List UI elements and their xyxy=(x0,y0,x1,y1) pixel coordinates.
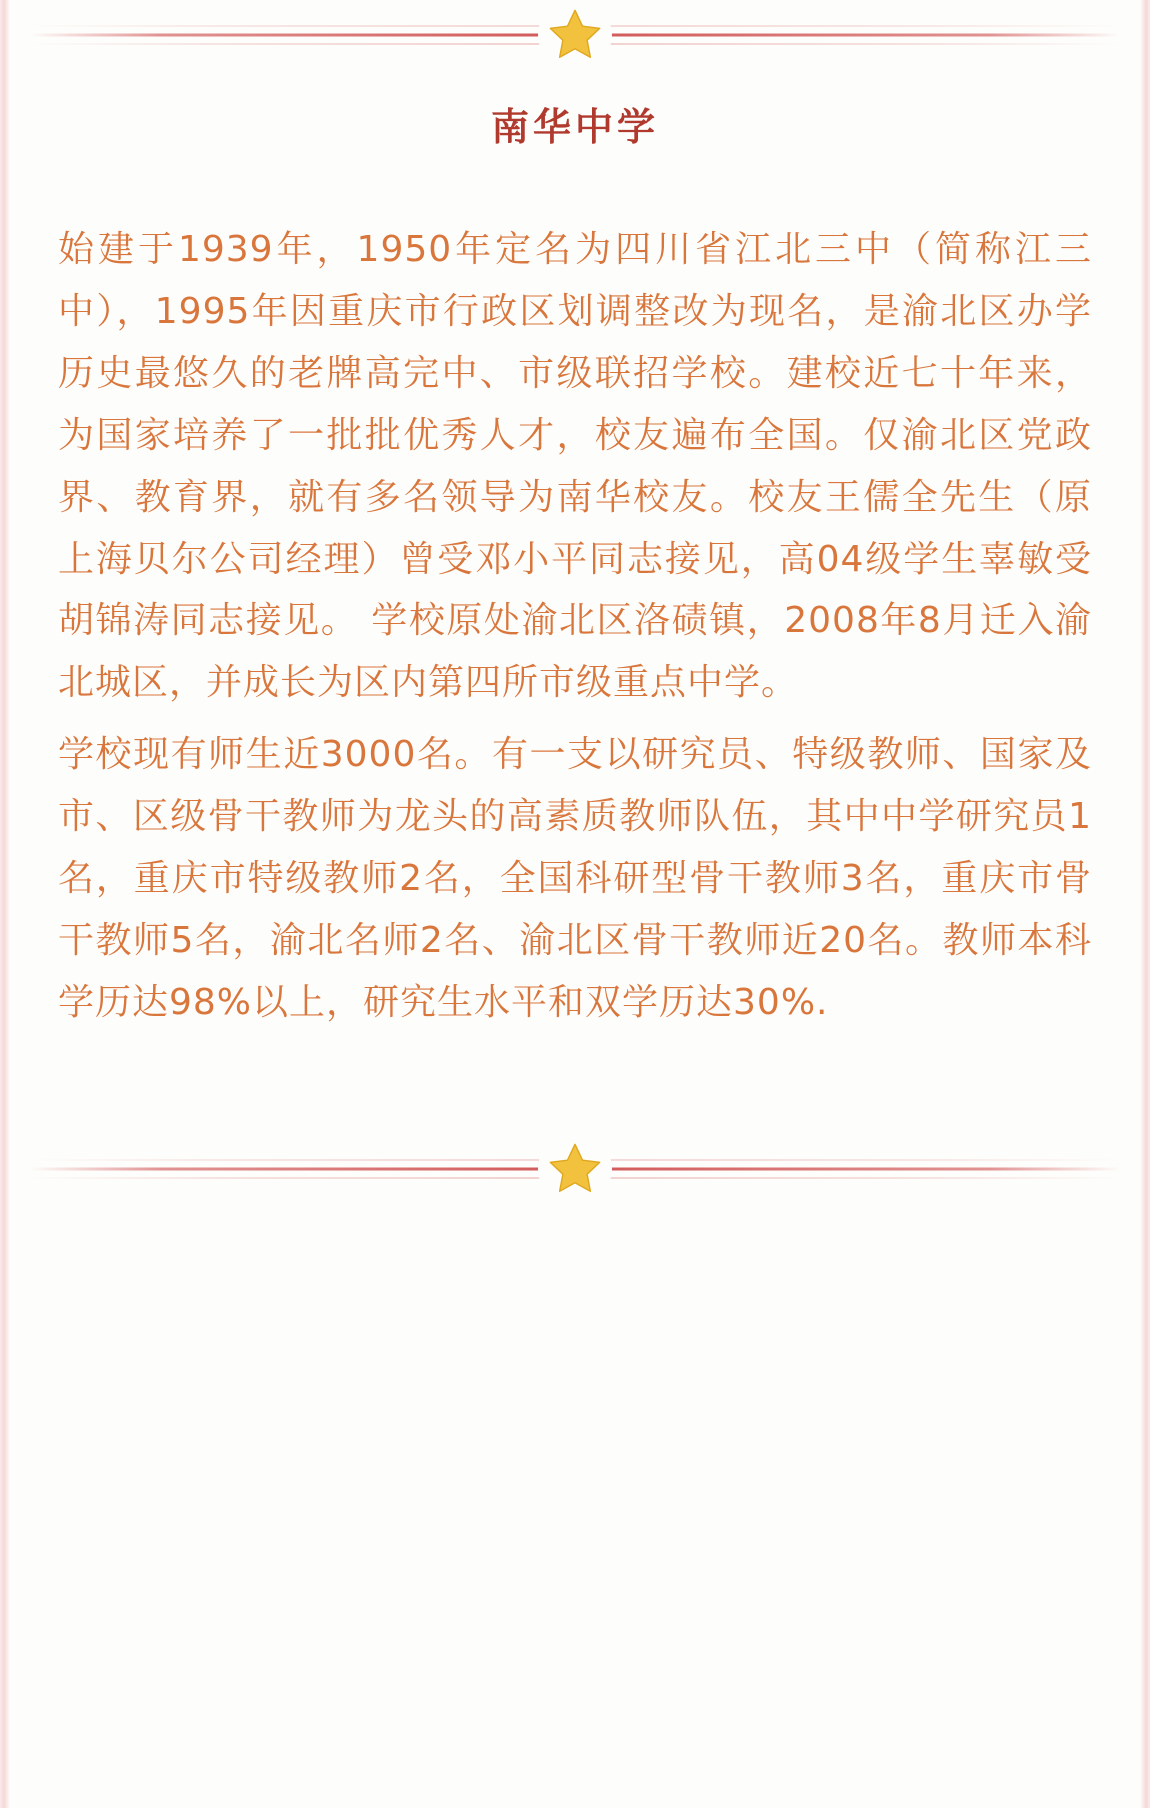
article-body xyxy=(0,159,1150,1034)
bottom-whitespace xyxy=(0,1204,1150,1624)
paragraph-2: 学校现有师生近3000名。有一支以研究员、特级教师、国家及市、区级骨干教师为龙头的高素质教师队伍，其中中学研究员1名，重庆市特级教师2名，全国科研型骨干教师3名，重庆市骨干教师5名，渝北名师2名、渝北区骨干教师近20名。教师本科学历达98%以上，研究生水平和双学历达30%. xyxy=(58,734,1092,1023)
left-decorative-border xyxy=(0,0,10,1808)
paragraph-1: 始建于1939年，1950年定名为四川省江北三中（简称江三中），1995年因重庆市行政区划调整改为现名，是渝北区办学历史最悠久的老牌高完中、市级联招学校。建校近七十年来，为国家培养了一批批优秀人才，校友遍布全国。仅渝北区党政界、教育界，就有多名领导为南华校友。校友王儒全先生（原上海贝尔公司经理）曾受邓小平同志接见，高04级学生辜敏受胡锦涛同志接见。 学校原处渝北区洛碛镇，2008年8月迁入渝北城区，并成长为区内第四所市级重点中学。 xyxy=(58,229,1092,704)
page-title: 南华中学 xyxy=(490,105,659,149)
top-divider xyxy=(30,0,1120,70)
body-footer-gap xyxy=(0,1038,1150,1134)
bottom-divider xyxy=(30,1134,1120,1204)
star-icon xyxy=(538,0,612,72)
star-icon xyxy=(538,1132,612,1206)
right-decorative-border xyxy=(1140,0,1150,1808)
